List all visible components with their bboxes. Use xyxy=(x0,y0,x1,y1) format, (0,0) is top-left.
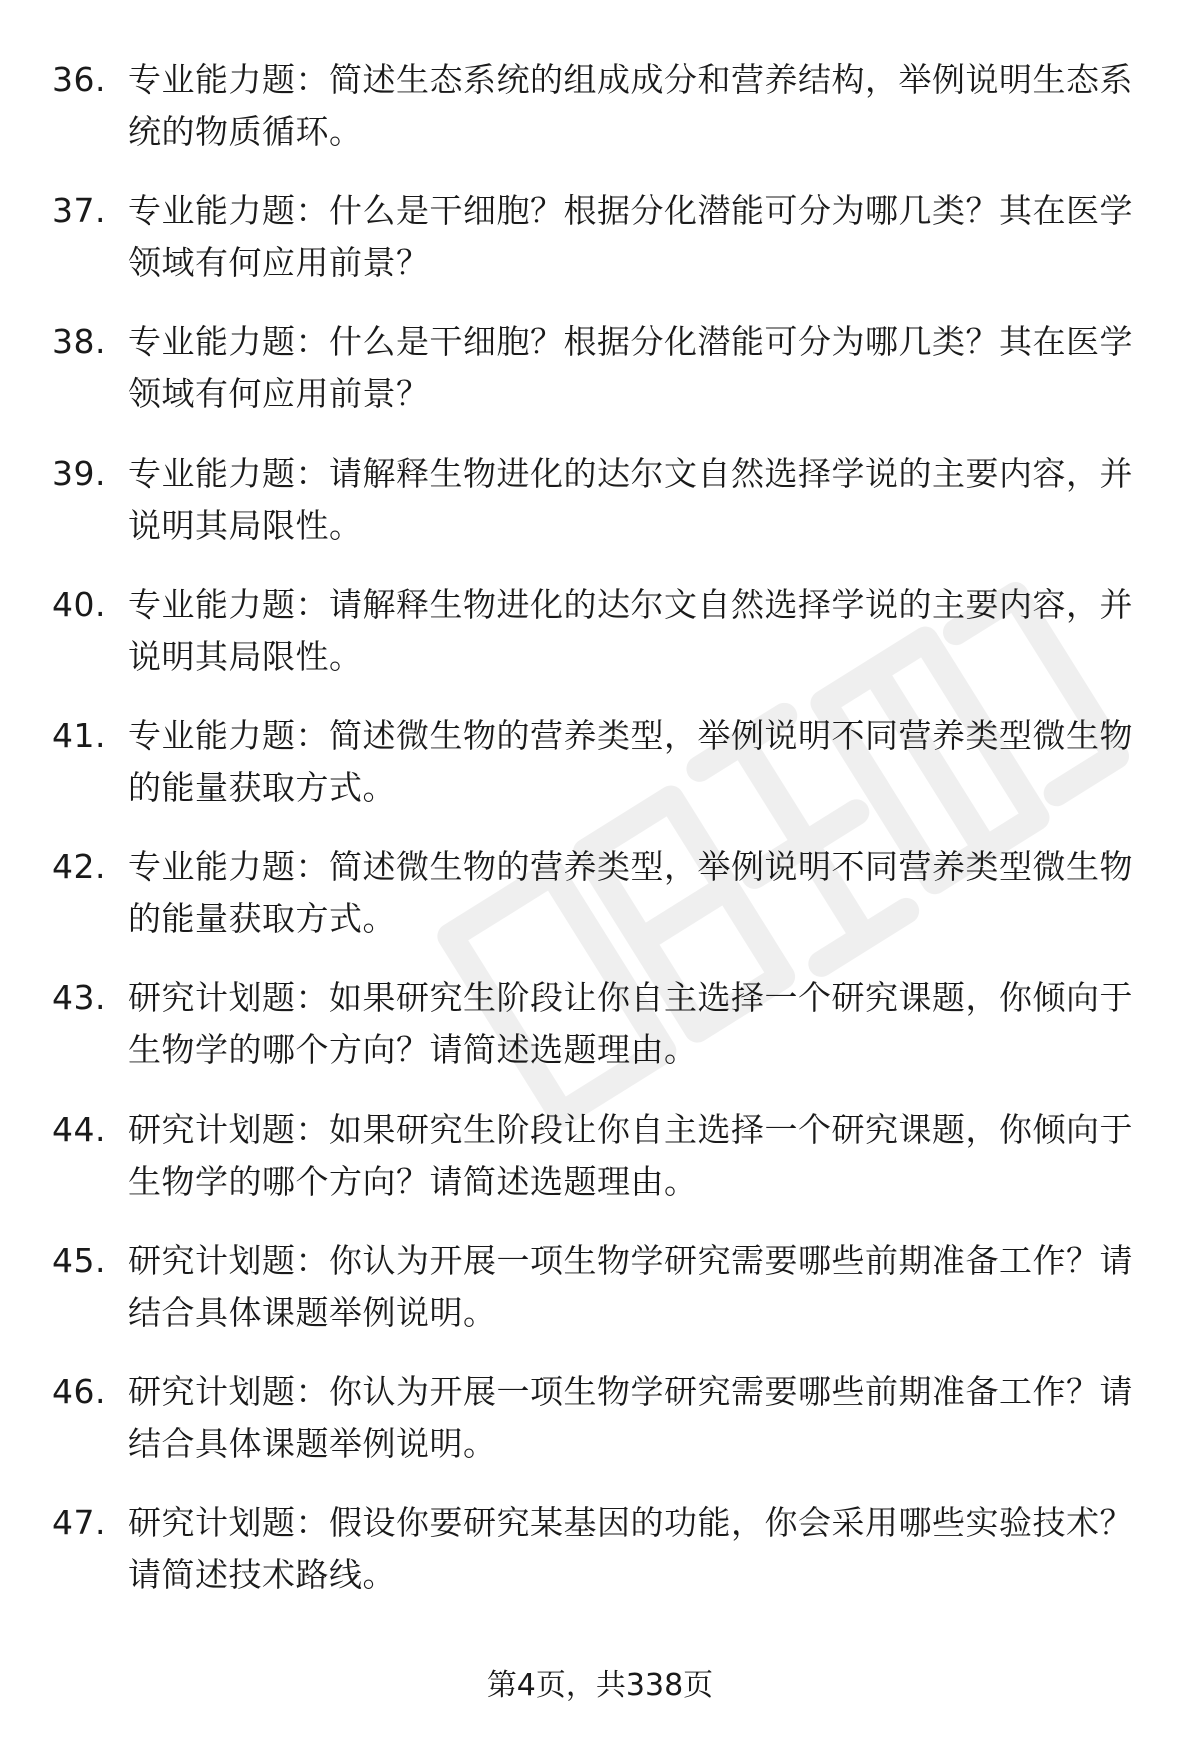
question-number: 44. xyxy=(52,1109,106,1149)
question-text: 专业能力题：请解释生物进化的达尔文自然选择学说的主要内容，并说明其局限性。 xyxy=(128,584,1133,676)
question-number: 37. xyxy=(52,191,106,231)
question-text: 研究计划题：你认为开展一项生物学研究需要哪些前期准备工作？请结合具体课题举例说明。 xyxy=(128,1371,1133,1463)
question-number: 39. xyxy=(52,453,106,493)
question-number: 42. xyxy=(52,847,106,887)
question-number: 38. xyxy=(52,322,106,362)
question-number: 43. xyxy=(52,978,106,1018)
page-footer: 第4页，共338页 xyxy=(486,1668,714,1703)
question-item xyxy=(52,579,1162,710)
question-number: 45. xyxy=(52,1240,106,1280)
question-item xyxy=(52,1104,1162,1235)
question-item xyxy=(52,54,1162,185)
question-text: 研究计划题：如果研究生阶段让你自主选择一个研究课题，你倾向于生物学的哪个方向？请简述选题理由。 xyxy=(128,978,1133,1070)
question-item xyxy=(52,448,1162,579)
question-item xyxy=(52,841,1162,972)
question-text: 研究计划题：你认为开展一项生物学研究需要哪些前期准备工作？请结合具体课题举例说明。 xyxy=(128,1240,1133,1332)
question-number: 36. xyxy=(52,60,106,99)
question-text: 专业能力题：简述微生物的营养类型，举例说明不同营养类型微生物的能量获取方式。 xyxy=(128,715,1133,807)
question-item xyxy=(52,1497,1162,1628)
question-number: 46. xyxy=(52,1371,106,1411)
question-item xyxy=(52,185,1162,316)
question-text: 研究计划题：如果研究生阶段让你自主选择一个研究课题，你倾向于生物学的哪个方向？请简述选题理由。 xyxy=(128,1109,1133,1201)
question-item xyxy=(52,316,1162,447)
question-text: 专业能力题：请解释生物进化的达尔文自然选择学说的主要内容，并说明其局限性。 xyxy=(128,453,1133,545)
question-text: 专业能力题：简述微生物的营养类型，举例说明不同营养类型微生物的能量获取方式。 xyxy=(128,847,1133,939)
question-text: 专业能力题：简述生态系统的组成成分和营养结构，举例说明生态系统的物质循环。 xyxy=(128,60,1133,151)
question-text: 研究计划题：假设你要研究某基因的功能，你会采用哪些实验技术？请简述技术路线。 xyxy=(128,1503,1133,1595)
question-list xyxy=(52,54,1162,1628)
question-text: 专业能力题：什么是干细胞？根据分化潜能可分为哪几类？其在医学领域有何应用前景？ xyxy=(128,322,1133,414)
question-item xyxy=(52,710,1162,841)
question-number: 40. xyxy=(52,584,106,624)
question-item xyxy=(52,972,1162,1103)
question-number: 47. xyxy=(52,1503,106,1543)
question-number: 41. xyxy=(52,715,106,755)
question-item xyxy=(52,1235,1162,1366)
question-text: 专业能力题：什么是干细胞？根据分化潜能可分为哪几类？其在医学领域有何应用前景？ xyxy=(128,191,1133,283)
question-item xyxy=(52,1366,1162,1497)
